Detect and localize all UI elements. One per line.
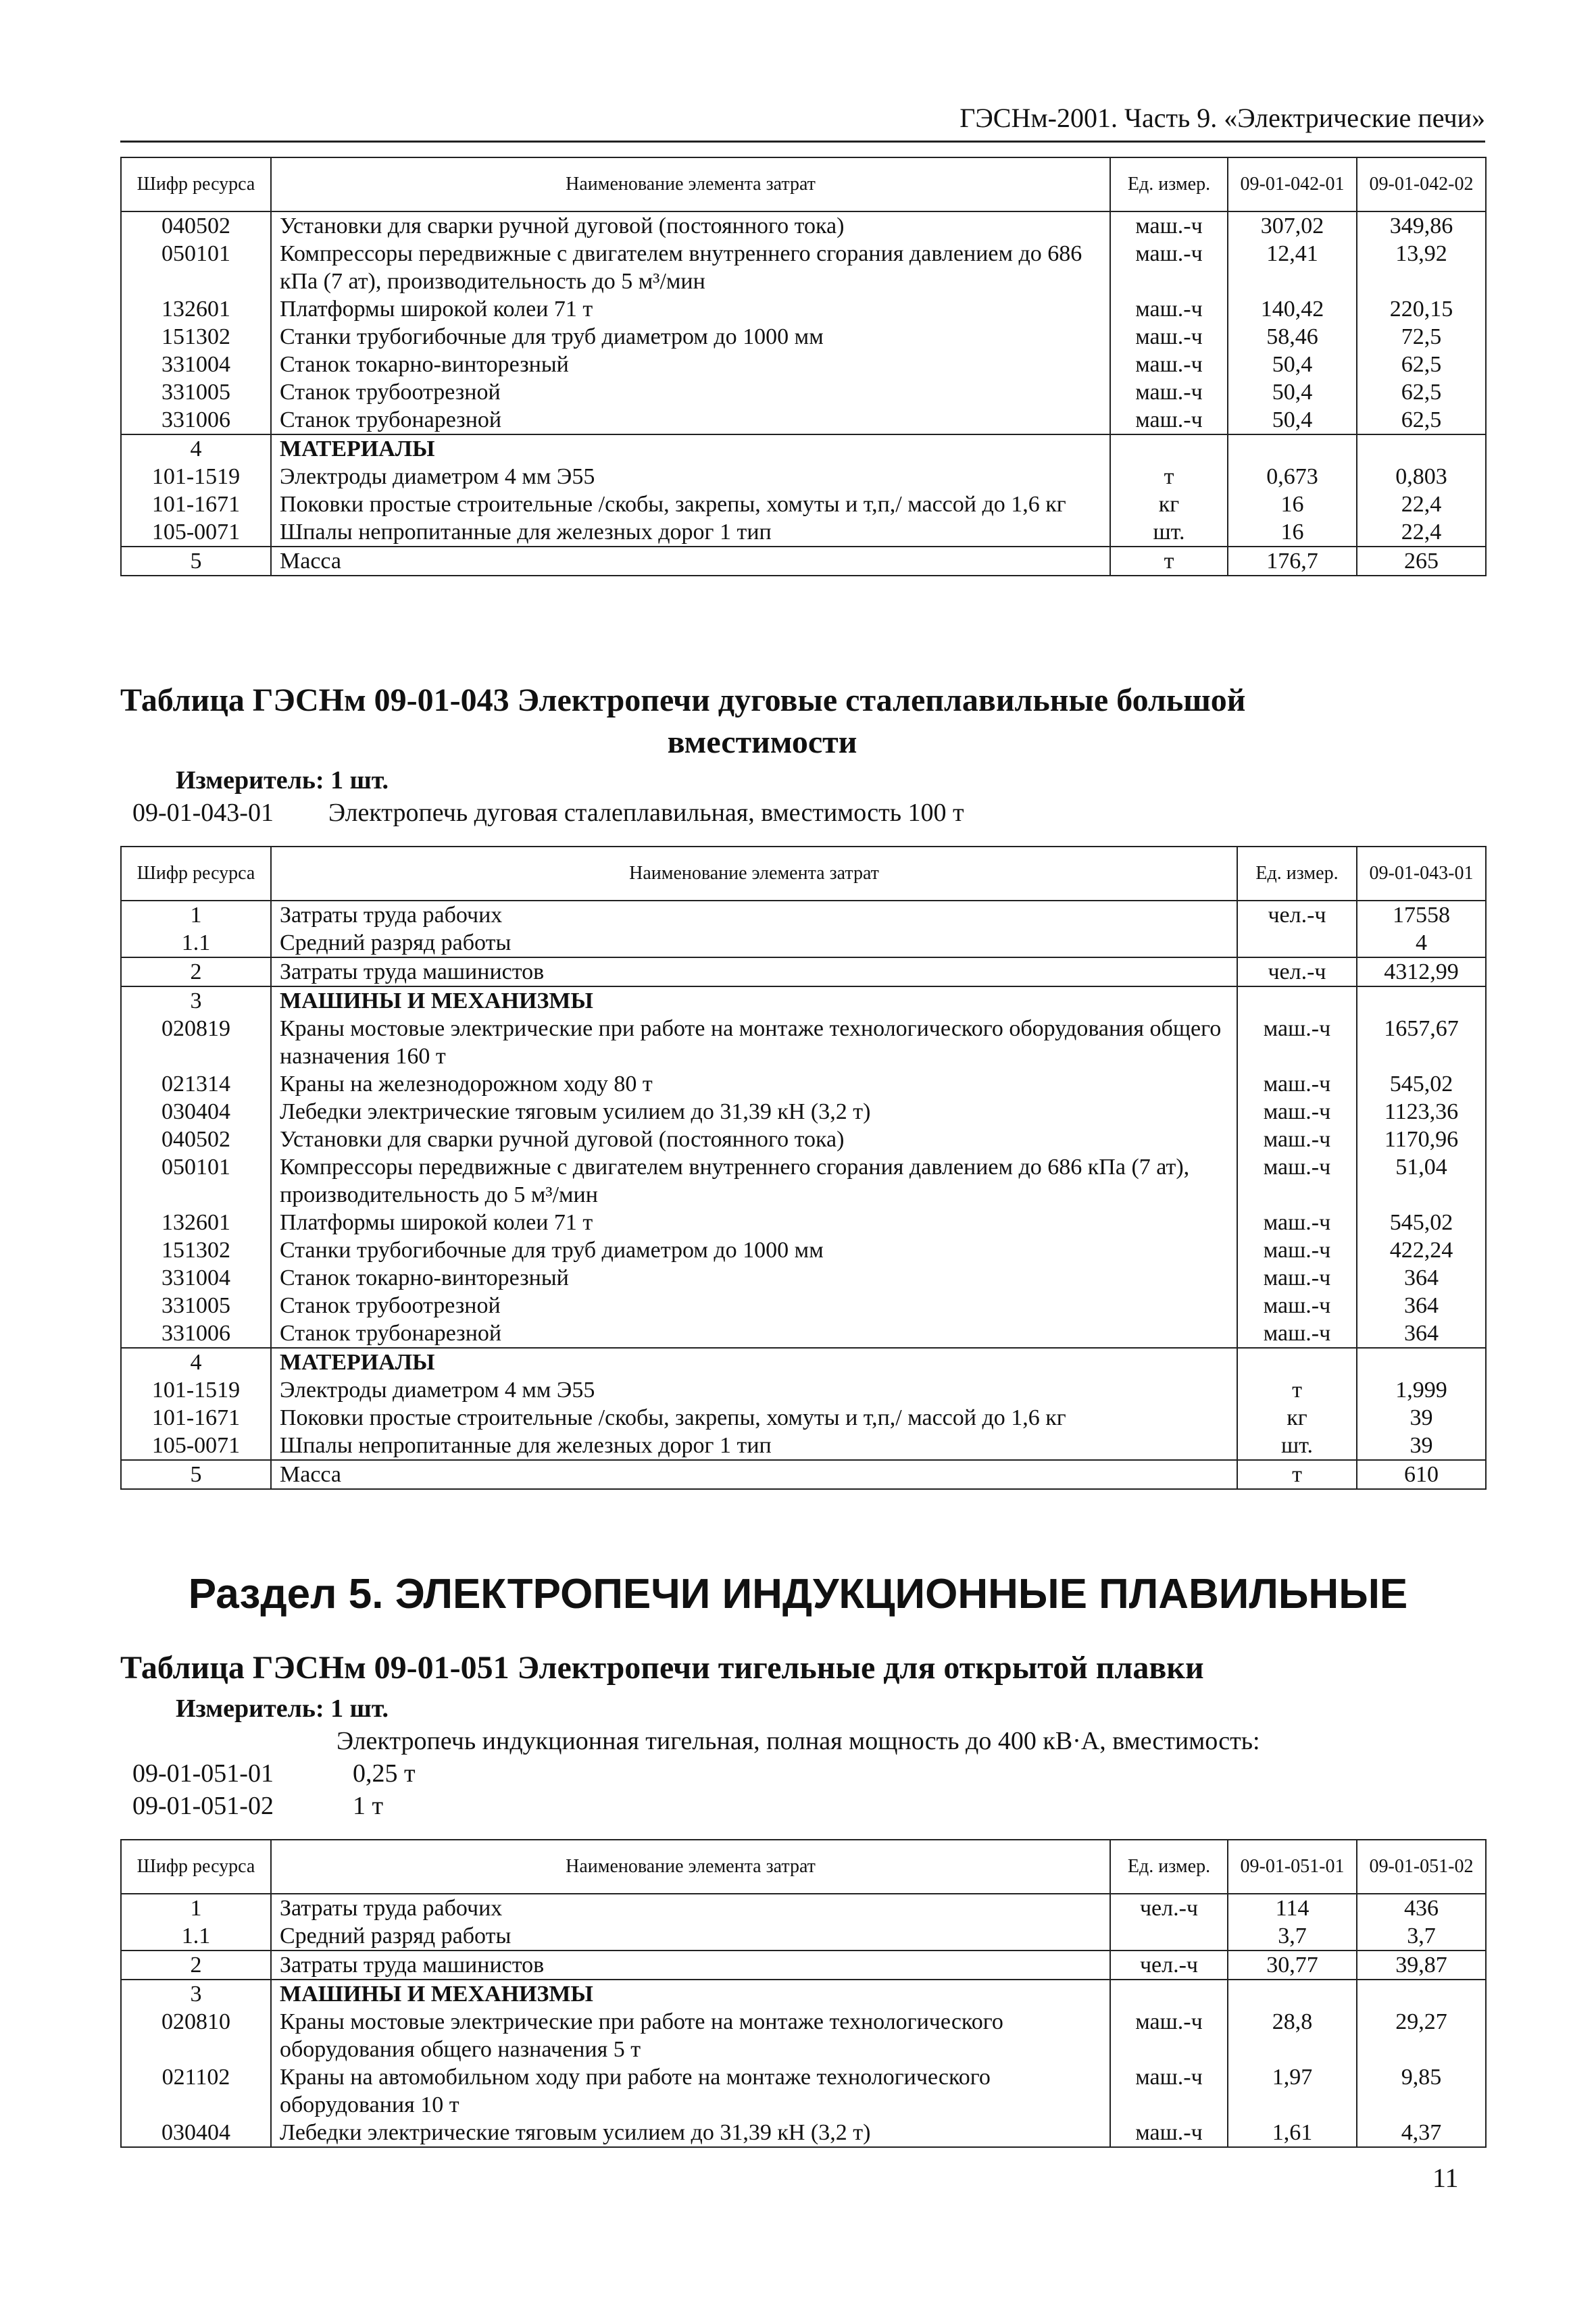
- cell-name: Компрессоры передвижные с двигателем внутреннего сгорания давлением до 686 кПа (7 ат), производительность до 5 м³/мин: [271, 240, 1110, 295]
- cell-code: 101-1671: [121, 491, 271, 518]
- cell-code: 050101: [121, 240, 271, 295]
- measure-unit: Измеритель: 1 шт.: [176, 1694, 389, 1723]
- cell-unit: маш.-ч: [1110, 323, 1228, 351]
- cell-v1: 58,46: [1228, 323, 1357, 351]
- cell-v2: 72,5: [1357, 323, 1486, 351]
- item-value: 0,25 т: [353, 1759, 416, 1788]
- col-header-code: Шифр ресурса: [121, 847, 271, 901]
- cell-name: Краны мостовые электрические при работе на монтаже технологического оборудования общего назначения 160 т: [271, 1015, 1237, 1070]
- cell-v2: [1357, 434, 1486, 463]
- cell-unit: маш.-ч: [1237, 1098, 1357, 1126]
- cell-unit: чел.-ч: [1110, 1951, 1228, 1980]
- table-row: [121, 2119, 1486, 2147]
- cell-code: 040502: [121, 211, 271, 240]
- cell-name: Станки трубогибочные для труб диаметром до 1000 мм: [271, 323, 1110, 351]
- running-header: ГЭСНм-2001. Часть 9. «Электрические печи»: [120, 101, 1485, 143]
- cell-name: Шпалы непропитанные для железных дорог 1 тип: [271, 1432, 1237, 1460]
- cell-code: 101-1519: [121, 463, 271, 491]
- table-body: [121, 1894, 1486, 2147]
- cell-unit: т: [1110, 463, 1228, 491]
- table-row: [121, 929, 1486, 957]
- table-row: [121, 2008, 1486, 2063]
- table-row: [121, 1236, 1486, 1264]
- cell-unit: т: [1237, 1460, 1357, 1489]
- cell-name: Станок трубонарезной: [271, 406, 1110, 434]
- cell-v1: 1170,96: [1357, 1126, 1486, 1153]
- item-description: Электропечь индукционная тигельная, полная мощность до 400 кВ·А, вместимость:: [336, 1727, 1260, 1755]
- table-body: [121, 901, 1486, 1489]
- cell-v2: 62,5: [1357, 378, 1486, 406]
- cell-code: 4: [121, 1348, 271, 1376]
- cell-unit: маш.-ч: [1110, 295, 1228, 323]
- cell-name: Затраты труда рабочих: [271, 1894, 1110, 1922]
- cell-v2: 22,4: [1357, 491, 1486, 518]
- cell-code: 151302: [121, 323, 271, 351]
- col-header-name: Наименование элемента затрат: [271, 847, 1237, 901]
- cell-name: Затраты труда рабочих: [271, 901, 1237, 929]
- cell-code: 040502: [121, 1126, 271, 1153]
- cell-name: Поковки простые строительные /скобы, закрепы, хомуты и т,п,/ массой до 1,6 кг: [271, 491, 1110, 518]
- table-row: [121, 378, 1486, 406]
- resource-table-042: [120, 157, 1487, 576]
- cell-v2: 265: [1357, 547, 1486, 576]
- caption-line-2: вместимости: [667, 724, 857, 760]
- table-body: [121, 211, 1486, 576]
- cell-unit: маш.-ч: [1110, 211, 1228, 240]
- cell-code: 1.1: [121, 1922, 271, 1951]
- section-title: Раздел 5. ЭЛЕКТРОПЕЧИ ИНДУКЦИОННЫЕ ПЛАВИЛЬНЫЕ: [188, 1571, 1408, 1617]
- table-row: [121, 518, 1486, 547]
- cell-v2: 13,92: [1357, 240, 1486, 295]
- table-row: [121, 1264, 1486, 1292]
- cell-code: 132601: [121, 1209, 271, 1236]
- cell-name: МАТЕРИАЛЫ: [271, 1348, 1237, 1376]
- cell-unit: маш.-ч: [1110, 2119, 1228, 2147]
- cell-v2: 62,5: [1357, 351, 1486, 378]
- cell-v1: 114: [1228, 1894, 1357, 1922]
- cell-v1: 364: [1357, 1264, 1486, 1292]
- col-header-v1: 09-01-043-01: [1357, 847, 1486, 901]
- table-row: [121, 295, 1486, 323]
- cell-code: 101-1519: [121, 1376, 271, 1404]
- cell-unit: чел.-ч: [1110, 1894, 1228, 1922]
- cell-v1: [1357, 1348, 1486, 1376]
- table-row: [121, 1980, 1486, 2008]
- cell-v1: 140,42: [1228, 295, 1357, 323]
- cell-code: 3: [121, 986, 271, 1015]
- cell-v1: 176,7: [1228, 547, 1357, 576]
- table-header-row: [121, 157, 1486, 211]
- cell-v2: 220,15: [1357, 295, 1486, 323]
- cell-unit: маш.-ч: [1110, 406, 1228, 434]
- table-row: [121, 491, 1486, 518]
- cell-code: 1: [121, 1894, 271, 1922]
- cell-name: Лебедки электрические тяговым усилием до 31,39 кН (3,2 т): [271, 1098, 1237, 1126]
- col-header-v1: 09-01-042-01: [1228, 157, 1357, 211]
- cell-unit: маш.-ч: [1110, 351, 1228, 378]
- cell-v1: 3,7: [1228, 1922, 1357, 1951]
- cell-v2: 436: [1357, 1894, 1486, 1922]
- cell-code: 331005: [121, 1292, 271, 1319]
- cell-code: 331004: [121, 351, 271, 378]
- cell-v2: 9,85: [1357, 2063, 1486, 2119]
- cell-name: МАШИНЫ И МЕХАНИЗМЫ: [271, 1980, 1110, 2008]
- cell-v1: 16: [1228, 491, 1357, 518]
- table-row: [121, 240, 1486, 295]
- resource-table-051: [120, 1839, 1487, 2148]
- table-row: [121, 1460, 1486, 1489]
- cell-name: Краны на автомобильном ходу при работе на монтаже технологического оборудования 10 т: [271, 2063, 1110, 2119]
- cell-code: 105-0071: [121, 1432, 271, 1460]
- cell-v1: 307,02: [1228, 211, 1357, 240]
- table-row: [121, 406, 1486, 434]
- cell-v2: 39,87: [1357, 1951, 1486, 1980]
- cell-name: Станок трубонарезной: [271, 1319, 1237, 1348]
- cell-v1: 422,24: [1357, 1236, 1486, 1264]
- cell-code: 1.1: [121, 929, 271, 957]
- table-row: [121, 1015, 1486, 1070]
- cell-v2: 22,4: [1357, 518, 1486, 547]
- cell-unit: маш.-ч: [1237, 1292, 1357, 1319]
- cell-code: 030404: [121, 2119, 271, 2147]
- table-row: [121, 1404, 1486, 1432]
- table-row: [121, 1292, 1486, 1319]
- cell-unit: маш.-ч: [1237, 1126, 1357, 1153]
- cell-unit: маш.-ч: [1237, 1209, 1357, 1236]
- cell-code: 030404: [121, 1098, 271, 1126]
- cell-name: Поковки простые строительные /скобы, закрепы, хомуты и т,п,/ массой до 1,6 кг: [271, 1404, 1237, 1432]
- table-row: [121, 1922, 1486, 1951]
- table-row: [121, 986, 1486, 1015]
- cell-v1: 1123,36: [1357, 1098, 1486, 1126]
- table-row: [121, 1432, 1486, 1460]
- cell-name: Компрессоры передвижные с двигателем внутреннего сгорания давлением до 686 кПа (7 ат), производительность до 5 м³/мин: [271, 1153, 1237, 1209]
- cell-v1: [1228, 434, 1357, 463]
- cell-code: 132601: [121, 295, 271, 323]
- cell-name: Шпалы непропитанные для железных дорог 1 тип: [271, 518, 1110, 547]
- cell-code: 2: [121, 1951, 271, 1980]
- cell-name: Затраты труда машинистов: [271, 1951, 1110, 1980]
- cell-v1: 50,4: [1228, 378, 1357, 406]
- cell-v1: 28,8: [1228, 2008, 1357, 2063]
- cell-code: 021314: [121, 1070, 271, 1098]
- cell-v2: 3,7: [1357, 1922, 1486, 1951]
- cell-unit: чел.-ч: [1237, 901, 1357, 929]
- cell-name: Станок трубоотрезной: [271, 1292, 1237, 1319]
- cell-v1: 364: [1357, 1319, 1486, 1348]
- cell-v2: 349,86: [1357, 211, 1486, 240]
- caption-line-1: Таблица ГЭСНм 09-01-043 Электропечи дуговые сталеплавильные большой: [120, 682, 1246, 718]
- table-row: [121, 1209, 1486, 1236]
- cell-unit: маш.-ч: [1110, 2008, 1228, 2063]
- cell-code: 105-0071: [121, 518, 271, 547]
- cell-code: 151302: [121, 1236, 271, 1264]
- item-code: 09-01-051-01: [132, 1759, 274, 1788]
- cell-v1: 4: [1357, 929, 1486, 957]
- cell-name: Станок токарно-винторезный: [271, 1264, 1237, 1292]
- cell-unit: маш.-ч: [1237, 1070, 1357, 1098]
- cell-v1: 1,61: [1228, 2119, 1357, 2147]
- table-row: [121, 1348, 1486, 1376]
- cell-code: 4: [121, 434, 271, 463]
- cell-name: Установки для сварки ручной дуговой (постоянного тока): [271, 1126, 1237, 1153]
- cell-v1: 364: [1357, 1292, 1486, 1319]
- cell-code: 050101: [121, 1153, 271, 1209]
- cell-name: МАШИНЫ И МЕХАНИЗМЫ: [271, 986, 1237, 1015]
- cell-code: 5: [121, 547, 271, 576]
- table-row: [121, 434, 1486, 463]
- cell-name: Краны мостовые электрические при работе на монтаже технологического оборудования общего назначения 5 т: [271, 2008, 1110, 2063]
- cell-v1: 12,41: [1228, 240, 1357, 295]
- cell-unit: кг: [1110, 491, 1228, 518]
- cell-name: Масса: [271, 1460, 1237, 1489]
- cell-name: Лебедки электрические тяговым усилием до 31,39 кН (3,2 т): [271, 2119, 1110, 2147]
- cell-code: 1: [121, 901, 271, 929]
- table-row: [121, 547, 1486, 576]
- cell-unit: маш.-ч: [1110, 240, 1228, 295]
- cell-v1: 4312,99: [1357, 957, 1486, 986]
- cell-v1: 50,4: [1228, 351, 1357, 378]
- cell-v1: [1228, 1980, 1357, 2008]
- table-row: [121, 1153, 1486, 1209]
- cell-unit: маш.-ч: [1237, 1236, 1357, 1264]
- cell-name: Установки для сварки ручной дуговой (постоянного тока): [271, 211, 1110, 240]
- cell-code: 021102: [121, 2063, 271, 2119]
- col-header-unit: Ед. измер.: [1110, 157, 1228, 211]
- table-row: [121, 2063, 1486, 2119]
- page-number: 11: [1432, 2163, 1459, 2193]
- table-row: [121, 1376, 1486, 1404]
- cell-unit: [1237, 986, 1357, 1015]
- cell-code: 331006: [121, 1319, 271, 1348]
- cell-v2: 4,37: [1357, 2119, 1486, 2147]
- cell-name: Масса: [271, 547, 1110, 576]
- cell-v1: 0,673: [1228, 463, 1357, 491]
- cell-v1: 545,02: [1357, 1209, 1486, 1236]
- cell-v1: 1657,67: [1357, 1015, 1486, 1070]
- table-row: [121, 211, 1486, 240]
- cell-unit: шт.: [1237, 1432, 1357, 1460]
- cell-name: Средний разряд работы: [271, 929, 1237, 957]
- cell-code: 331004: [121, 1264, 271, 1292]
- cell-unit: маш.-ч: [1110, 2063, 1228, 2119]
- col-header-name: Наименование элемента затрат: [271, 1840, 1110, 1894]
- table-row: [121, 901, 1486, 929]
- measure-unit: Измеритель: 1 шт.: [176, 766, 389, 795]
- cell-v2: 62,5: [1357, 406, 1486, 434]
- cell-name: МАТЕРИАЛЫ: [271, 434, 1110, 463]
- cell-v1: 16: [1228, 518, 1357, 547]
- cell-unit: кг: [1237, 1404, 1357, 1432]
- cell-name: Платформы широкой колеи 71 т: [271, 1209, 1237, 1236]
- cell-name: Платформы широкой колеи 71 т: [271, 295, 1110, 323]
- cell-v1: 39: [1357, 1404, 1486, 1432]
- col-header-v2: 09-01-051-02: [1357, 1840, 1486, 1894]
- cell-code: 101-1671: [121, 1404, 271, 1432]
- cell-v1: 51,04: [1357, 1153, 1486, 1209]
- cell-code: 3: [121, 1980, 271, 2008]
- cell-name: Электроды диаметром 4 мм Э55: [271, 463, 1110, 491]
- table-row: [121, 1319, 1486, 1348]
- cell-name: Станки трубогибочные для труб диаметром до 1000 мм: [271, 1236, 1237, 1264]
- cell-unit: [1110, 1922, 1228, 1951]
- cell-name: Станок трубоотрезной: [271, 378, 1110, 406]
- cell-v2: [1357, 1980, 1486, 2008]
- cell-v1: 545,02: [1357, 1070, 1486, 1098]
- cell-code: 020819: [121, 1015, 271, 1070]
- col-header-code: Шифр ресурса: [121, 157, 271, 211]
- cell-code: 331005: [121, 378, 271, 406]
- cell-v1: 17558: [1357, 901, 1486, 929]
- col-header-code: Шифр ресурса: [121, 1840, 271, 1894]
- cell-code: 020810: [121, 2008, 271, 2063]
- cell-v1: 30,77: [1228, 1951, 1357, 1980]
- cell-v2: 29,27: [1357, 2008, 1486, 2063]
- cell-unit: т: [1110, 547, 1228, 576]
- cell-name: Электроды диаметром 4 мм Э55: [271, 1376, 1237, 1404]
- cell-v1: 610: [1357, 1460, 1486, 1489]
- table-row: [121, 1070, 1486, 1098]
- cell-unit: чел.-ч: [1237, 957, 1357, 986]
- col-header-v2: 09-01-042-02: [1357, 157, 1486, 211]
- cell-v1: 1,999: [1357, 1376, 1486, 1404]
- table-header-row: [121, 1840, 1486, 1894]
- cell-unit: т: [1237, 1376, 1357, 1404]
- table-row: [121, 323, 1486, 351]
- cell-unit: [1110, 1980, 1228, 2008]
- col-header-unit: Ед. измер.: [1110, 1840, 1228, 1894]
- cell-name: Средний разряд работы: [271, 1922, 1110, 1951]
- table-row: [121, 1951, 1486, 1980]
- cell-unit: [1237, 929, 1357, 957]
- table-row: [121, 463, 1486, 491]
- table-header-row: [121, 847, 1486, 901]
- cell-unit: маш.-ч: [1237, 1319, 1357, 1348]
- resource-table-043: [120, 846, 1487, 1490]
- cell-unit: [1110, 434, 1228, 463]
- cell-v1: 50,4: [1228, 406, 1357, 434]
- cell-name: Затраты труда машинистов: [271, 957, 1237, 986]
- cell-unit: маш.-ч: [1237, 1153, 1357, 1209]
- cell-unit: маш.-ч: [1110, 378, 1228, 406]
- cell-code: 2: [121, 957, 271, 986]
- cell-v1: 39: [1357, 1432, 1486, 1460]
- table-row: [121, 957, 1486, 986]
- item-value: 1 т: [353, 1792, 384, 1820]
- cell-code: 5: [121, 1460, 271, 1489]
- cell-v1: [1357, 986, 1486, 1015]
- item-code: 09-01-051-02: [132, 1792, 274, 1820]
- table-row: [121, 1894, 1486, 1922]
- table-caption-043: [120, 680, 1404, 763]
- cell-unit: шт.: [1110, 518, 1228, 547]
- table-row: [121, 1126, 1486, 1153]
- table-row: [121, 1098, 1486, 1126]
- cell-v2: 0,803: [1357, 463, 1486, 491]
- col-header-name: Наименование элемента затрат: [271, 157, 1110, 211]
- item-code: 09-01-043-01: [132, 799, 274, 827]
- cell-unit: маш.-ч: [1237, 1015, 1357, 1070]
- cell-name: Станок токарно-винторезный: [271, 351, 1110, 378]
- cell-unit: маш.-ч: [1237, 1264, 1357, 1292]
- col-header-unit: Ед. измер.: [1237, 847, 1357, 901]
- cell-unit: [1237, 1348, 1357, 1376]
- cell-name: Краны на железнодорожном ходу 80 т: [271, 1070, 1237, 1098]
- table-row: [121, 351, 1486, 378]
- cell-code: 331006: [121, 406, 271, 434]
- item-name: Электропечь дуговая сталеплавильная, вместимость 100 т: [328, 799, 964, 827]
- col-header-v1: 09-01-051-01: [1228, 1840, 1357, 1894]
- cell-v1: 1,97: [1228, 2063, 1357, 2119]
- table-caption-051: Таблица ГЭСНм 09-01-051 Электропечи тигельные для открытой плавки: [120, 1650, 1204, 1686]
